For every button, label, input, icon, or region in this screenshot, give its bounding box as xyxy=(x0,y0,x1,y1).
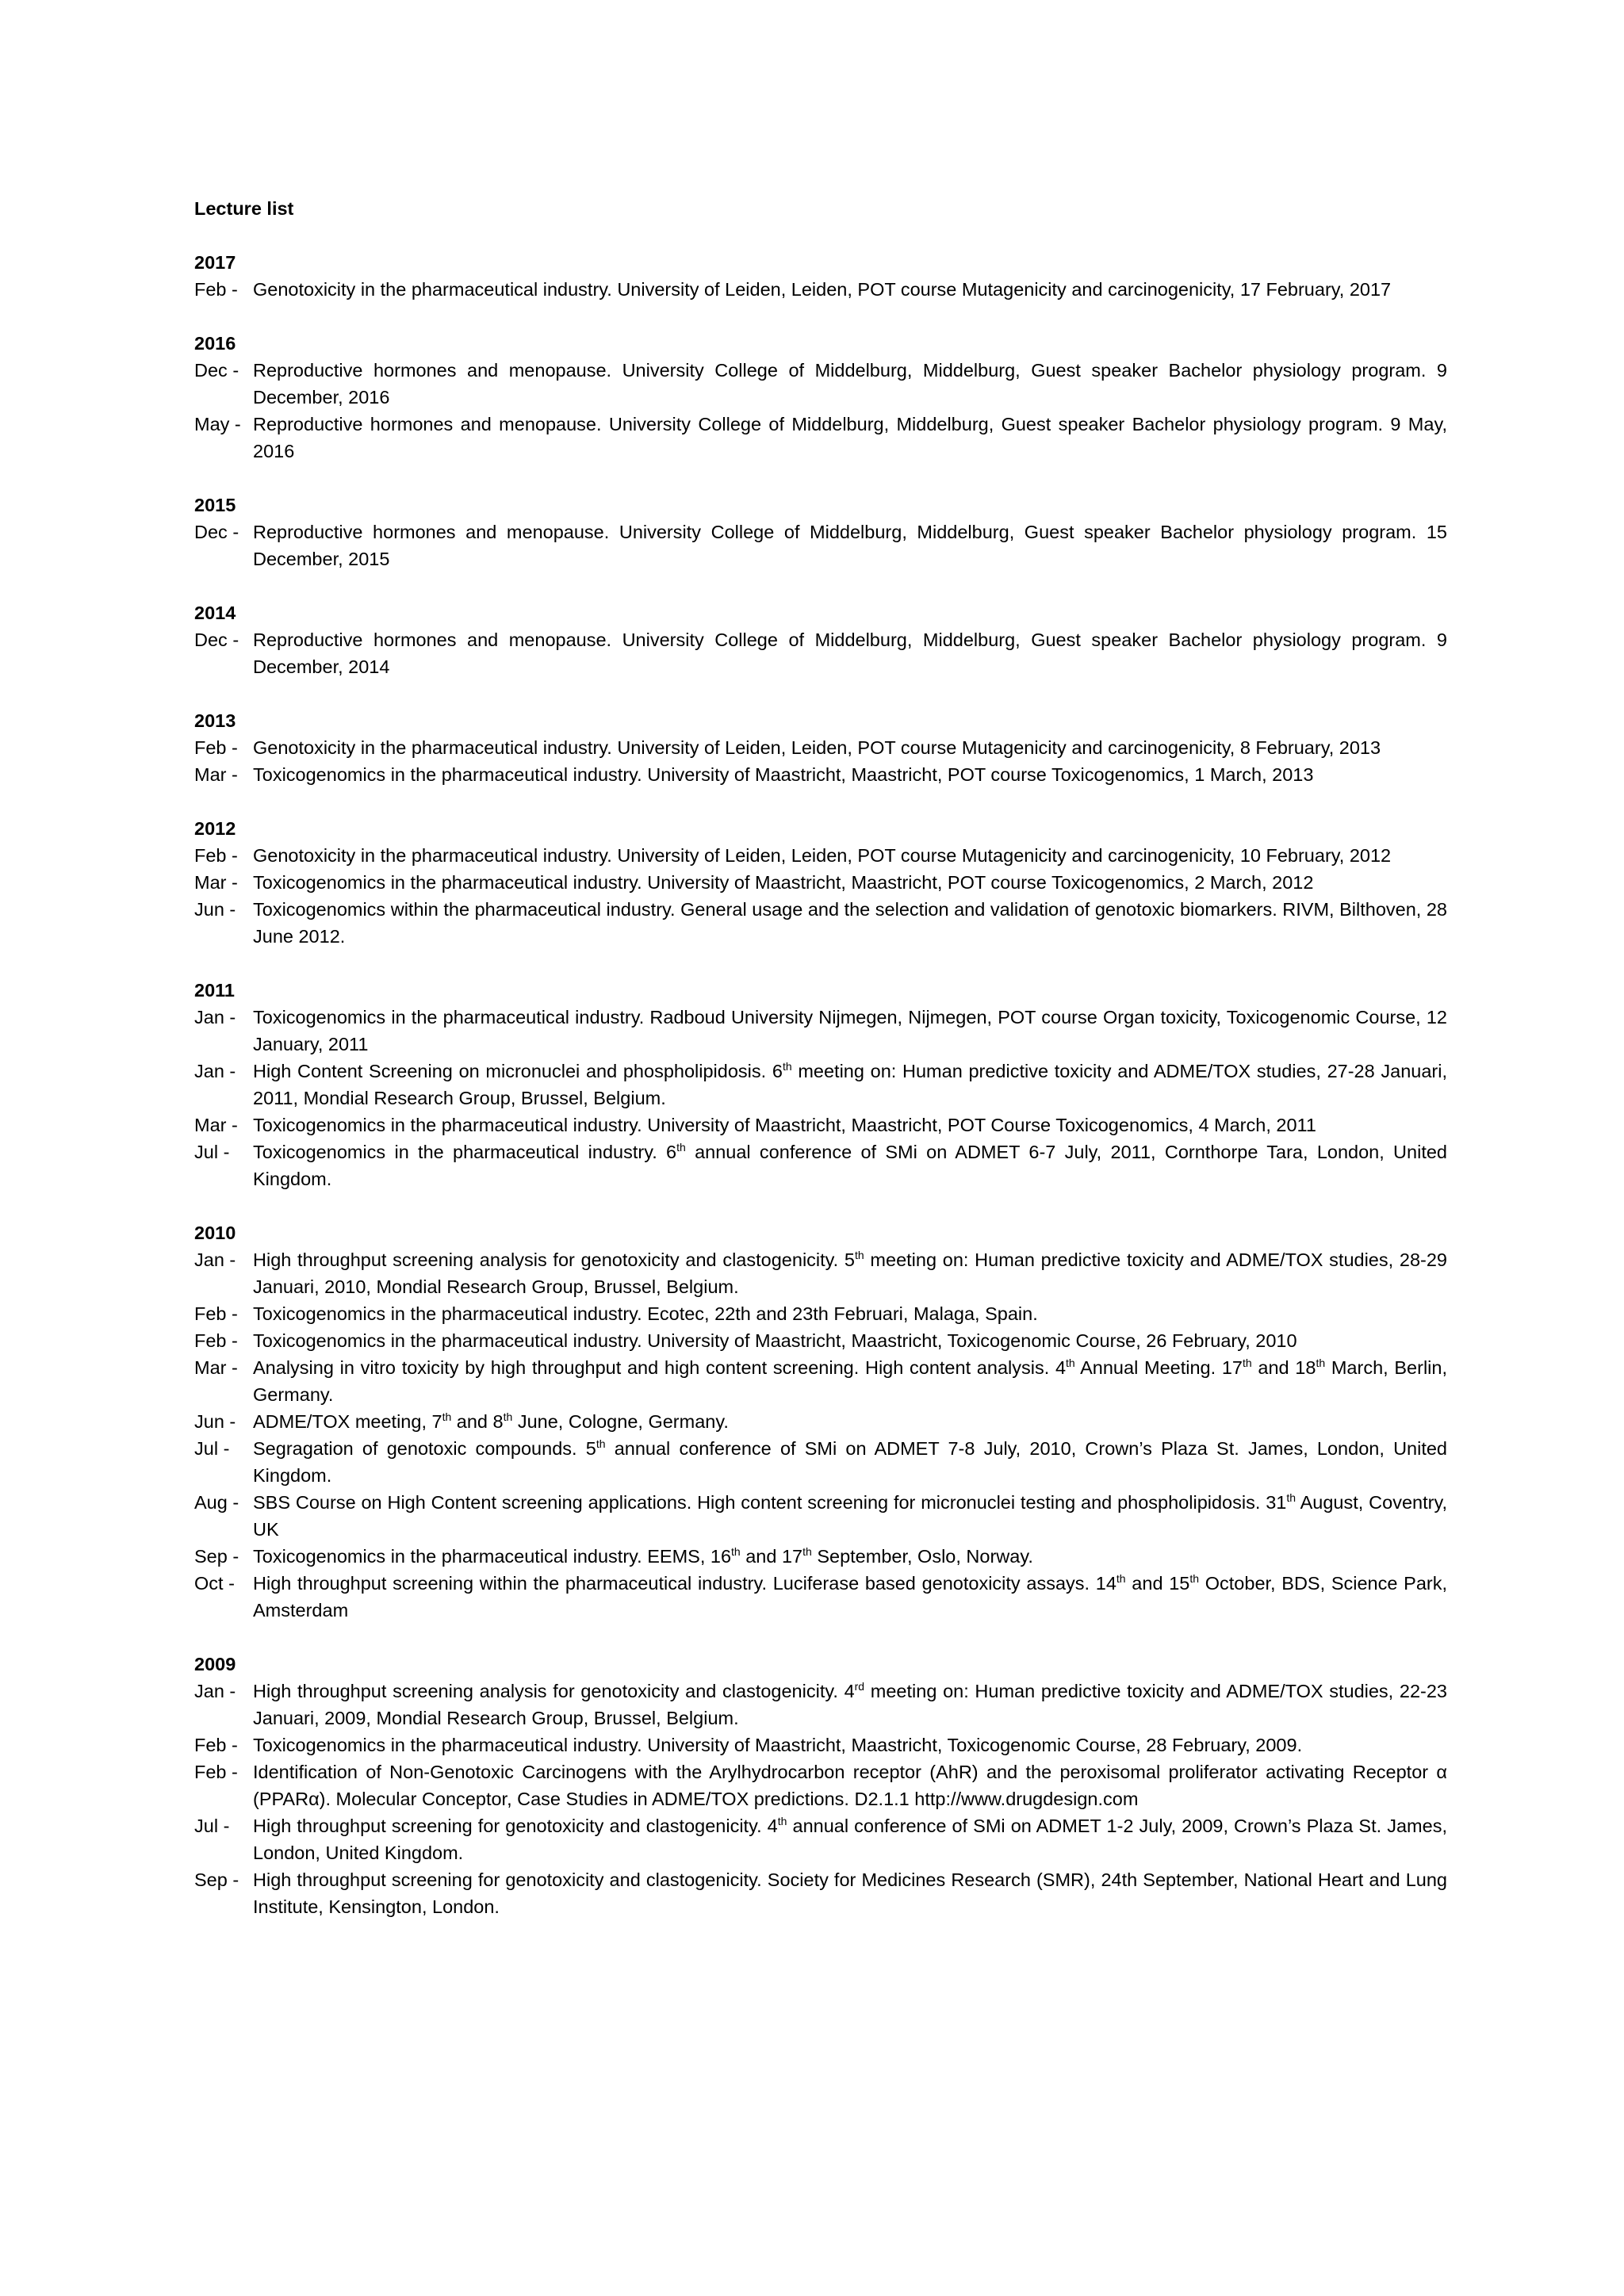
year-heading: 2015 xyxy=(194,495,236,515)
ordinal-suffix: th xyxy=(802,1545,812,1559)
lecture-month: Jan - xyxy=(194,1007,236,1027)
lecture-month: Dec - xyxy=(194,360,239,381)
lecture-entry xyxy=(194,1570,1447,1624)
lecture-month: Feb - xyxy=(194,737,238,758)
lecture-description: Toxicogenomics in the pharmaceutical industry. University of Maastricht, Maastricht, POT course Toxicogenomics, 2 March, 2012 xyxy=(253,872,1314,893)
lecture-month: Dec - xyxy=(194,629,239,650)
lecture-entry xyxy=(194,1732,1447,1758)
lecture-entry xyxy=(194,761,1447,788)
lecture-description: Analysing in vitro toxicity by high throughput and high content screening. High content analysis. 4th Annual Meeting. 17th and 18th March, Berlin, Germany. xyxy=(253,1357,1447,1405)
ordinal-suffix: rd xyxy=(854,1680,865,1693)
lecture-description: Toxicogenomics in the pharmaceutical industry. University of Maastricht, Maastricht, POT course Toxicogenomics, 1 March, 2013 xyxy=(253,764,1314,785)
year-heading: 2016 xyxy=(194,333,236,354)
ordinal-suffix: th xyxy=(503,1410,513,1424)
lecture-entry xyxy=(194,1866,1447,1920)
lecture-description: Genotoxicity in the pharmaceutical industry. University of Leiden, Leiden, POT course Mutagenicity and carcinogenicity, 8 February, 2013 xyxy=(253,737,1381,758)
lecture-month: Feb - xyxy=(194,1303,238,1324)
lecture-entry xyxy=(194,896,1447,950)
lecture-list-page xyxy=(194,195,1447,1947)
lecture-entry xyxy=(194,1004,1447,1058)
lecture-description: Segragation of genotoxic compounds. 5th annual conference of SMi on ADMET 7-8 July, 2010, Crown’s Plaza St. James, London, United Kingdom. xyxy=(253,1437,1447,1486)
lecture-month: Mar - xyxy=(194,764,238,785)
ordinal-suffix: th xyxy=(596,1437,606,1451)
lecture-description: Genotoxicity in the pharmaceutical industry. University of Leiden, Leiden, POT course Mutagenicity and carcinogenicity, 17 February, 2017 xyxy=(253,279,1392,300)
ordinal-suffix: th xyxy=(855,1249,864,1262)
lecture-month: Dec - xyxy=(194,522,239,542)
ordinal-suffix: th xyxy=(782,1060,792,1073)
lecture-description: Reproductive hormones and menopause. University College of Middelburg, Middelburg, Guest speaker Bachelor physiology program. 9 May, 2016 xyxy=(253,414,1447,461)
ordinal-suffix: th xyxy=(1189,1572,1200,1586)
lecture-month: Oct - xyxy=(194,1573,235,1594)
lecture-entry xyxy=(194,869,1447,896)
lecture-entry xyxy=(194,1138,1447,1192)
lecture-entry xyxy=(194,1408,1447,1435)
lecture-entry xyxy=(194,734,1447,761)
year-section xyxy=(194,492,1447,572)
lecture-description: Toxicogenomics in the pharmaceutical industry. EEMS, 16th and 17th September, Oslo, Norway. xyxy=(253,1545,1033,1567)
lecture-description: SBS Course on High Content screening applications. High content screening for micronuclei testing and phospholipidosis. 31th August, Coventry, UK xyxy=(253,1491,1447,1540)
lecture-entry xyxy=(194,1758,1447,1812)
lecture-description: Toxicogenomics within the pharmaceutical industry. General usage and the selection and validation of genotoxic biomarkers. RIVM, Bilthoven, 28 June 2012. xyxy=(253,899,1447,947)
ordinal-suffix: th xyxy=(1116,1572,1126,1586)
lecture-description: Toxicogenomics in the pharmaceutical industry. 6th annual conference of SMi on ADMET 6-7 July, 2011, Cornthorpe Tara, London, United Kingdom. xyxy=(253,1141,1447,1189)
year-section xyxy=(194,977,1447,1192)
lecture-entry xyxy=(194,1327,1447,1354)
lecture-description: High throughput screening for genotoxicity and clastogenicity. Society for Medicines Research (SMR), 24th September, National Heart and Lung Institute, Kensington, London. xyxy=(253,1869,1447,1917)
lecture-entry xyxy=(194,357,1447,411)
year-section xyxy=(194,1651,1447,1920)
lecture-entry xyxy=(194,842,1447,869)
lecture-month: Jul - xyxy=(194,1438,230,1459)
ordinal-suffix: th xyxy=(1286,1491,1297,1505)
ordinal-suffix: th xyxy=(676,1141,686,1154)
lecture-month: Jan - xyxy=(194,1681,236,1701)
ordinal-suffix: th xyxy=(1066,1357,1075,1370)
lecture-entry xyxy=(194,1435,1447,1489)
lecture-month: Feb - xyxy=(194,279,238,300)
year-section xyxy=(194,815,1447,950)
lecture-description: High throughput screening within the pharmaceutical industry. Luciferase based genotoxicity assays. 14th and 15th October, BDS, Science Park, Amsterdam xyxy=(253,1572,1447,1621)
lecture-description: Reproductive hormones and menopause. University College of Middelburg, Middelburg, Guest speaker Bachelor physiology program. 15 December, 2015 xyxy=(253,522,1447,569)
ordinal-suffix: th xyxy=(731,1545,741,1559)
lecture-entry xyxy=(194,276,1447,303)
year-heading: 2012 xyxy=(194,818,236,839)
lecture-month: Jan - xyxy=(194,1061,236,1081)
lecture-description: ADME/TOX meeting, 7th and 8th June, Cologne, Germany. xyxy=(253,1410,729,1432)
lecture-entry xyxy=(194,519,1447,572)
lecture-description: Reproductive hormones and menopause. University College of Middelburg, Middelburg, Guest speaker Bachelor physiology program. 9 December, 2016 xyxy=(253,360,1447,408)
lecture-description: Toxicogenomics in the pharmaceutical industry. Ecotec, 22th and 23th Februari, Malaga, Spain. xyxy=(253,1303,1038,1324)
year-heading: 2011 xyxy=(194,980,235,1001)
lecture-description: Toxicogenomics in the pharmaceutical industry. University of Maastricht, Maastricht, Toxicogenomic Course, 28 February, 2009. xyxy=(253,1735,1303,1755)
lecture-month: Jan - xyxy=(194,1249,236,1270)
lecture-entry xyxy=(194,1112,1447,1138)
lecture-description: Identification of Non-Genotoxic Carcinogens with the Arylhydrocarbon receptor (AhR) and the peroxisomal proliferator activating Receptor α (PPARα). Molecular Conceptor, Case Studies in ADME/TOX predictions. D2.1.1 http://www.drugdesign.com xyxy=(253,1762,1447,1809)
lecture-month: Jun - xyxy=(194,1411,236,1432)
lecture-month: May - xyxy=(194,414,241,434)
lecture-entry xyxy=(194,1058,1447,1112)
ordinal-suffix: th xyxy=(1316,1357,1326,1370)
lecture-description: Toxicogenomics in the pharmaceutical industry. Radboud University Nijmegen, Nijmegen, POT course Organ toxicity, Toxicogenomic Course, 12 January, 2011 xyxy=(253,1007,1447,1054)
lecture-entry xyxy=(194,1489,1447,1543)
lecture-description: High throughput screening analysis for genotoxicity and clastogenicity. 4rd meeting on: Human predictive toxicity and ADME/TOX studies, 22-23 Januari, 2009, Mondial Research Group, Brussel, Belgium. xyxy=(253,1680,1447,1728)
lecture-description: Toxicogenomics in the pharmaceutical industry. University of Maastricht, Maastricht, POT Course Toxicogenomics, 4 March, 2011 xyxy=(253,1115,1316,1135)
page-title: Lecture list xyxy=(194,198,294,219)
year-section xyxy=(194,330,1447,465)
lecture-entry xyxy=(194,1300,1447,1327)
year-section xyxy=(194,599,1447,680)
year-heading: 2014 xyxy=(194,603,236,623)
lecture-entry xyxy=(194,411,1447,465)
year-section xyxy=(194,707,1447,788)
lecture-description: High Content Screening on micronuclei and phospholipidosis. 6th meeting on: Human predictive toxicity and ADME/TOX studies, 27-28 Januari, 2011, Mondial Research Group, Brussel, Belgium. xyxy=(253,1060,1447,1108)
year-section xyxy=(194,249,1447,303)
year-section xyxy=(194,1219,1447,1624)
lecture-entry xyxy=(194,626,1447,680)
lecture-entry xyxy=(194,1543,1447,1570)
lecture-description: Toxicogenomics in the pharmaceutical industry. University of Maastricht, Maastricht, Toxicogenomic Course, 26 February, 2010 xyxy=(253,1330,1297,1351)
lecture-entry xyxy=(194,1812,1447,1866)
year-heading: 2013 xyxy=(194,710,236,731)
lecture-description: Reproductive hormones and menopause. University College of Middelburg, Middelburg, Guest speaker Bachelor physiology program. 9 December, 2014 xyxy=(253,629,1447,677)
lecture-month: Aug - xyxy=(194,1492,239,1513)
year-list xyxy=(194,249,1447,1920)
lecture-month: Feb - xyxy=(194,845,238,866)
lecture-entry xyxy=(194,1678,1447,1732)
lecture-description: Genotoxicity in the pharmaceutical industry. University of Leiden, Leiden, POT course Mutagenicity and carcinogenicity, 10 February, 2012 xyxy=(253,845,1392,866)
lecture-entry xyxy=(194,1354,1447,1408)
year-heading: 2010 xyxy=(194,1223,236,1243)
ordinal-suffix: th xyxy=(777,1815,787,1828)
year-heading: 2017 xyxy=(194,252,236,273)
year-heading: 2009 xyxy=(194,1654,236,1674)
lecture-month: Feb - xyxy=(194,1735,238,1755)
ordinal-suffix: th xyxy=(442,1410,452,1424)
ordinal-suffix: th xyxy=(1242,1357,1252,1370)
lecture-month: Sep - xyxy=(194,1869,239,1890)
lecture-month: Mar - xyxy=(194,1115,238,1135)
lecture-entry xyxy=(194,1246,1447,1300)
lecture-month: Feb - xyxy=(194,1330,238,1351)
lecture-month: Sep - xyxy=(194,1546,239,1567)
lecture-month: Mar - xyxy=(194,872,238,893)
lecture-month: Jul - xyxy=(194,1816,230,1836)
lecture-month: Mar - xyxy=(194,1357,238,1378)
lecture-month: Jun - xyxy=(194,899,236,920)
lecture-description: High throughput screening for genotoxicity and clastogenicity. 4th annual conference of SMi on ADMET 1-2 July, 2009, Crown’s Plaza St. James, London, United Kingdom. xyxy=(253,1815,1447,1863)
lecture-description: High throughput screening analysis for genotoxicity and clastogenicity. 5th meeting on: Human predictive toxicity and ADME/TOX studies, 28-29 Januari, 2010, Mondial Research Group, Brussel, Belgium. xyxy=(253,1249,1447,1297)
lecture-month: Jul - xyxy=(194,1142,230,1162)
lecture-month: Feb - xyxy=(194,1762,238,1782)
